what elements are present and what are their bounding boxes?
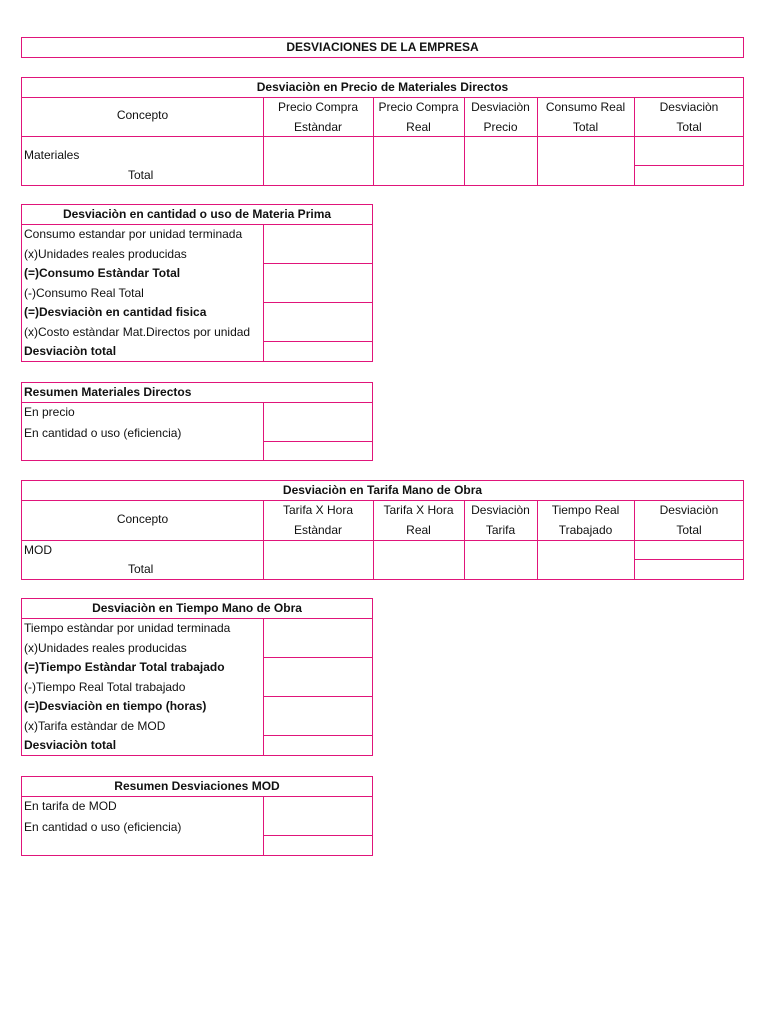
tarifa-mo-table (21, 480, 744, 580)
tarifa-mo-header-concepto: Concepto (116, 512, 169, 526)
page-title: DESVIACIONES DE LA EMPRESA (286, 40, 479, 54)
cantidad-mp-line-7: Desviaciòn total (24, 344, 117, 358)
cantidad-mp-line-4: (-)Consumo Real Total (24, 286, 144, 300)
resumen-mod-table (21, 776, 373, 856)
precio-md-header-concepto: Concepto (116, 108, 169, 122)
tarifa-mo-header-tarifa-std: Tarifa X Hora Estàndar (282, 503, 354, 537)
tarifa-mo-header-tiempo: Tiempo Real Trabajado (551, 503, 620, 537)
tiempo-mo-line-4: (-)Tiempo Real Total trabajado (24, 680, 186, 694)
tiempo-mo-title: Desviaciòn en Tiempo Mano de Obra (92, 601, 302, 615)
resumen-md-title: Resumen Materiales Directos (24, 385, 192, 399)
resumen-mod-line-2: En cantidad o uso (eficiencia) (24, 820, 182, 834)
precio-md-header-precio-real: Precio Compra Real (378, 100, 459, 134)
tarifa-mo-header-desv-total: Desviaciòn Total (659, 503, 719, 537)
tiempo-mo-line-7: Desviaciòn total (24, 738, 117, 752)
precio-md-title: Desviaciòn en Precio de Materiales Directos (256, 80, 509, 94)
cantidad-mp-line-2: (x)Unidades reales producidas (24, 247, 187, 261)
precio-md-header-precio-std: Precio Compra Estàndar (277, 100, 359, 134)
precio-md-row-total: Total (128, 168, 154, 182)
cantidad-mp-line-6: (x)Costo estàndar Mat.Directos por unidad (24, 325, 251, 339)
tarifa-mo-title: Desviaciòn en Tarifa Mano de Obra (282, 483, 483, 497)
cantidad-mp-line-5: (=)Desviaciòn en cantidad fisica (24, 305, 207, 319)
resumen-md-line-2: En cantidad o uso (eficiencia) (24, 426, 182, 440)
precio-md-row-materiales: Materiales (24, 148, 80, 162)
precio-md-header-desv-precio: Desviaciòn Precio (471, 100, 530, 134)
resumen-mod-title: Resumen Desviaciones MOD (114, 779, 280, 793)
tiempo-mo-line-3: (=)Tiempo Estàndar Total trabajado (24, 660, 225, 674)
tarifa-mo-header-desv-tarifa: Desviaciòn Tarifa (471, 503, 530, 537)
tarifa-mo-row-mod: MOD (24, 543, 52, 557)
precio-md-header-desv-total: Desviaciòn Total (659, 100, 719, 134)
cantidad-mp-line-3: (=)Consumo Estàndar Total (24, 266, 181, 280)
tarifa-mo-header-tarifa-real: Tarifa X Hora Real (383, 503, 454, 537)
tiempo-mo-line-6: (x)Tarifa estàndar de MOD (24, 719, 166, 733)
resumen-mod-line-1: En tarifa de MOD (24, 799, 117, 813)
precio-md-header-consumo: Consumo Real Total (545, 100, 626, 134)
resumen-md-table (21, 382, 373, 461)
tiempo-mo-line-1: Tiempo estàndar por unidad terminada (24, 621, 231, 635)
precio-md-table (21, 77, 744, 186)
cantidad-mp-title: Desviaciòn en cantidad o uso de Materia Prima (62, 207, 332, 221)
main-title-box (21, 37, 744, 58)
cantidad-mp-line-1: Consumo estandar por unidad terminada (24, 227, 243, 241)
tiempo-mo-line-5: (=)Desviaciòn en tiempo (horas) (24, 699, 207, 713)
tiempo-mo-table (21, 598, 373, 756)
tiempo-mo-line-2: (x)Unidades reales producidas (24, 641, 187, 655)
resumen-md-line-1: En precio (24, 405, 75, 419)
tarifa-mo-row-total: Total (128, 562, 154, 576)
cantidad-mp-table (21, 204, 373, 362)
